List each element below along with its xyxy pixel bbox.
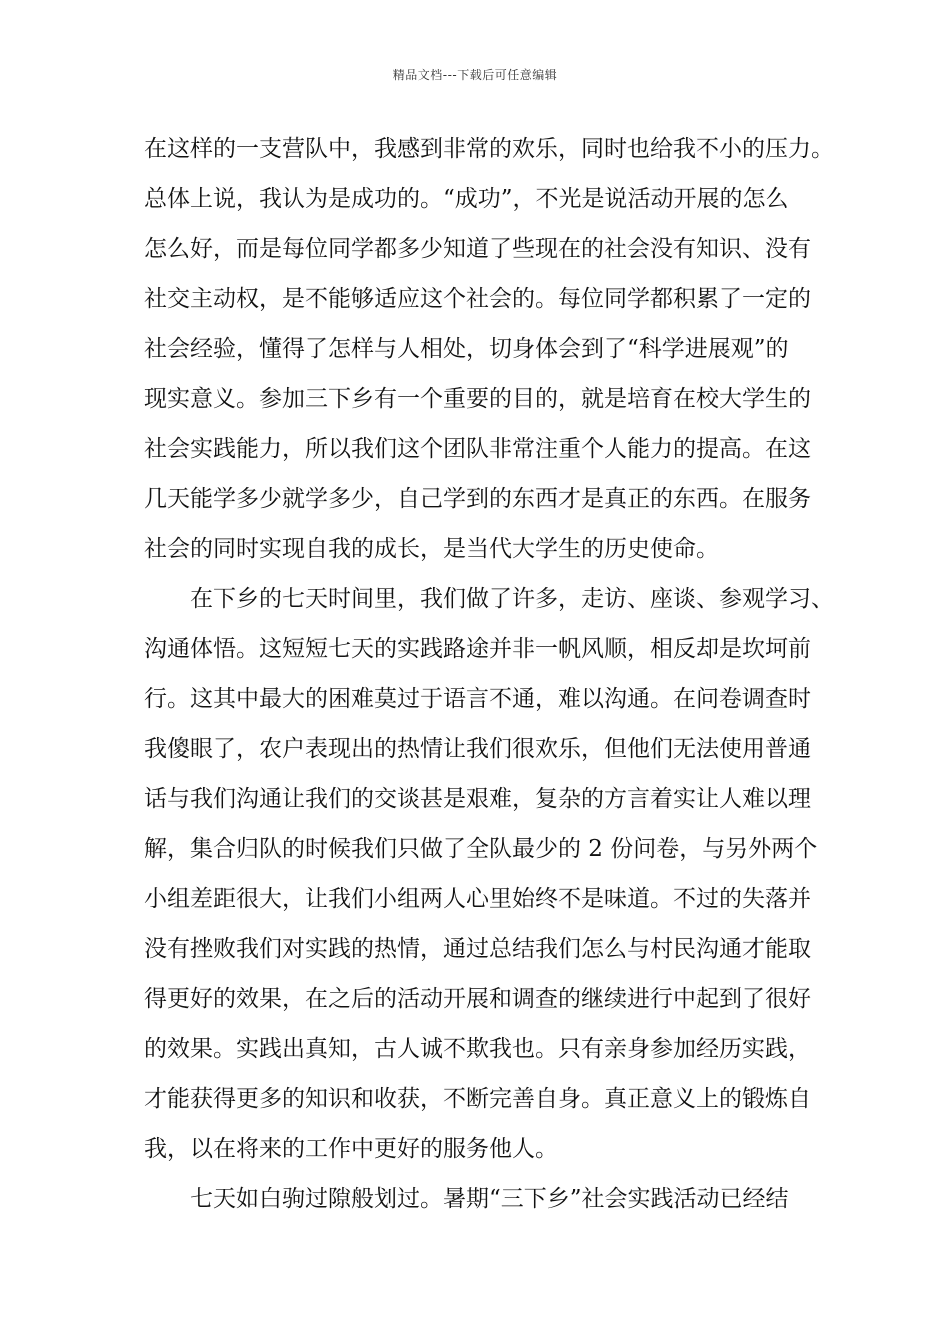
text-line: 才能获得更多的知识和收获，不断完善自身。真正意义上的锻炼自 <box>144 1086 811 1112</box>
text-line: 怎么好，而是每位同学都多少知道了些现在的社会没有知识、没有 <box>144 236 811 262</box>
text-line: 没有挫败我们对实践的热情，通过总结我们怎么与村民沟通才能取 <box>144 936 811 962</box>
text-line: 几天能学多少就学多少，自己学到的东西才是真正的东西。在服务 <box>144 486 811 512</box>
text-line: 得更好的效果，在之后的活动开展和调查的继续进行中起到了很好 <box>144 986 811 1012</box>
text-line: 社交主动权，是不能够适应这个社会的。每位同学都积累了一定的 <box>144 286 811 312</box>
text-line: 社会经验，懂得了怎样与人相处，切身体会到了“科学进展观”的 <box>144 336 789 362</box>
text-line: 我，以在将来的工作中更好的服务他人。 <box>144 1136 558 1162</box>
text-line: 的效果。实践出真知，古人诚不欺我也。只有亲身参加经历实践， <box>144 1036 811 1062</box>
text-line: 行。这其中最大的困难莫过于语言不通，难以沟通。在问卷调查时 <box>144 686 811 712</box>
document-body <box>144 124 834 1224</box>
text-line: 沟通体悟。这短短七天的实践路途并非一帆风顺，相反却是坎坷前 <box>144 636 811 662</box>
text-line: 小组差距很大，让我们小组两人心里始终不是味道。不过的失落并 <box>144 886 811 912</box>
text-line: 七天如白驹过隙般划过。暑期“三下乡”社会实践活动已经结 <box>190 1186 789 1212</box>
text-line: 现实意义。参加三下乡有一个重要的目的，就是培育在校大学生的 <box>144 386 811 412</box>
text-line: 话与我们沟通让我们的交谈甚是艰难，复杂的方言着实让人难以理 <box>144 786 811 812</box>
page-header: 精品文档---下载后可任意编辑 <box>392 68 558 82</box>
text-line: 在下乡的七天时间里，我们做了许多，走访、座谈、参观学习、 <box>190 586 834 612</box>
text-line: 在这样的一支营队中，我感到非常的欢乐，同时也给我不小的压力。 <box>144 136 834 162</box>
text-line: 我傻眼了，农户表现出的热情让我们很欢乐，但他们无法使用普通 <box>144 736 811 762</box>
text-line: 社会的同时实现自我的成长，是当代大学生的历史使命。 <box>144 536 719 562</box>
text-line: 社会实践能力，所以我们这个团队非常注重个人能力的提高。在这 <box>144 436 811 462</box>
text-line: 解，集合归队的时候我们只做了全队最少的 2 份问卷，与另外两个 <box>144 836 818 862</box>
text-line: 总体上说，我认为是成功的。“成功”，不光是说活动开展的怎么 <box>144 186 789 212</box>
